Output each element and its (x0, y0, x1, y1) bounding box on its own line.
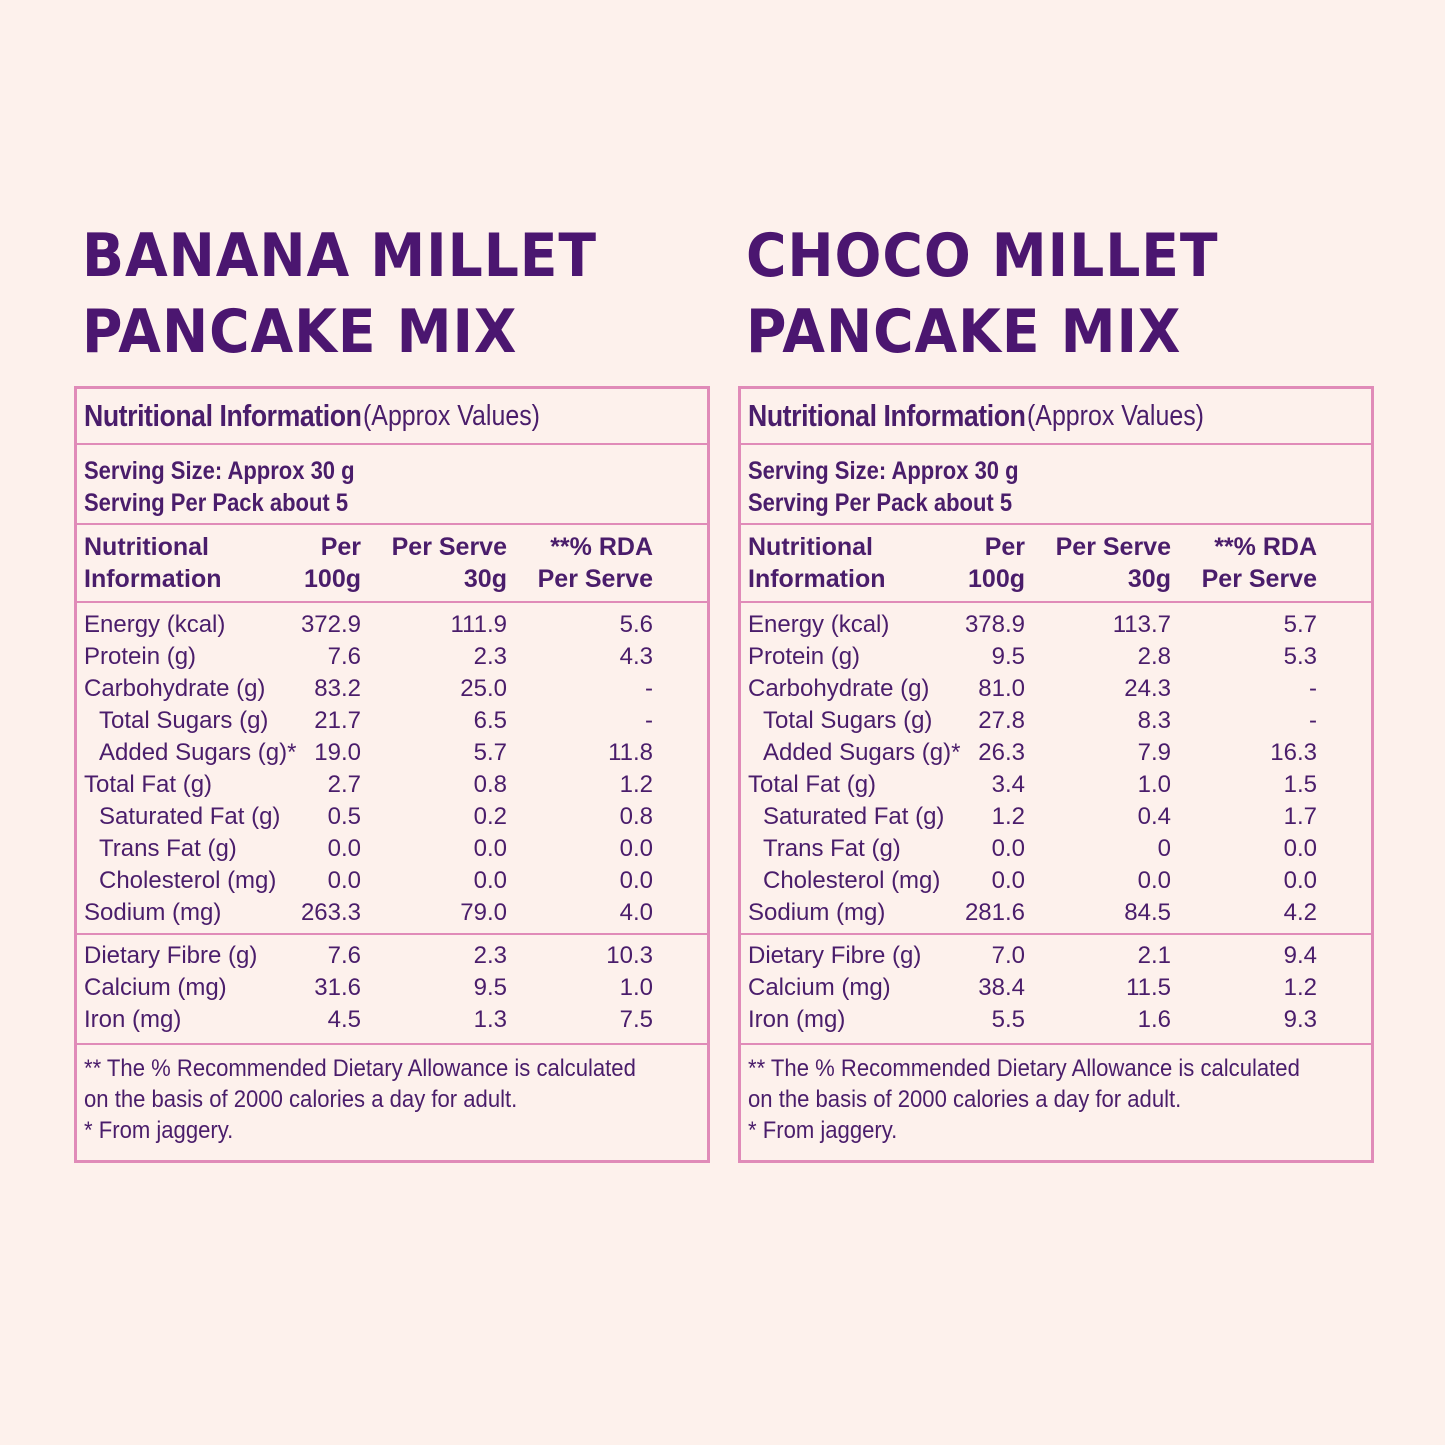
serving-per-pack: Serving Per Pack about 5 (84, 489, 349, 517)
table-row: Carbohydrate (g) 83.2 25.0 - (84, 675, 653, 702)
heading-light: (Approx Values) (362, 399, 540, 432)
title-line-1: BANANA MILLET (82, 221, 597, 291)
table-row: Dietary Fibre (g) 7.6 2.3 10.3 (84, 942, 653, 969)
col-header-nutrient: Nutritional Information (84, 533, 222, 593)
table-row: Cholesterol (mg) 0.0 0.0 0.0 (99, 867, 653, 894)
column-headers (77, 525, 707, 603)
table-row: Dietary Fibre (g) 7.0 2.1 9.4 (748, 942, 1317, 969)
panel-heading (741, 389, 1371, 445)
serving-info (77, 445, 707, 525)
title-line-2: PANCAKE MIX (746, 297, 1182, 367)
table-row: Sodium (mg) 281.6 84.5 4.2 (748, 899, 1317, 926)
table-row: Sodium (mg) 263.3 79.0 4.0 (84, 899, 653, 926)
table-row: Added Sugars (g)* 19.0 5.7 11.8 (99, 739, 653, 766)
column-headers (741, 525, 1371, 603)
col-header-per100: Per 100g (304, 533, 361, 593)
serving-size: Serving Size: Approx 30 g (748, 457, 1019, 485)
col-header-per100: Per 100g (968, 533, 1025, 593)
nutrient-table-secondary (77, 935, 707, 1045)
table-row: Calcium (mg) 38.4 11.5 1.2 (748, 974, 1317, 1001)
col-header-per-serve: Per Serve 30g (1055, 533, 1171, 593)
product-title (746, 218, 1219, 370)
col-header-nutrient: Nutritional Information (748, 533, 886, 593)
heading-bold: Nutritional Information (748, 398, 1026, 433)
table-row: Total Sugars (g) 21.7 6.5 - (99, 707, 653, 734)
product-title (82, 218, 597, 370)
footnote-jaggery: * From jaggery. (748, 1117, 898, 1144)
table-row: Added Sugars (g)* 26.3 7.9 16.3 (763, 739, 1317, 766)
col-header-rda: **% RDA Per Serve (1201, 533, 1317, 593)
table-row: Total Sugars (g) 27.8 8.3 - (763, 707, 1317, 734)
table-row: Energy (kcal) 378.9 113.7 5.7 (748, 611, 1317, 638)
footnotes (741, 1045, 1371, 1146)
footnote-basis: on the basis of 2000 calories a day for adult. (748, 1086, 1182, 1113)
table-row: Saturated Fat (g) 0.5 0.2 0.8 (99, 803, 653, 830)
heading-light: (Approx Values) (1026, 399, 1204, 432)
table-row: Carbohydrate (g) 81.0 24.3 - (748, 675, 1317, 702)
footnote-rda: ** The % Recommended Dietary Allowance is calculated (748, 1055, 1300, 1082)
nutrient-table-main (77, 603, 707, 935)
table-row: Trans Fat (g) 0.0 0 0.0 (763, 835, 1317, 862)
table-row: Saturated Fat (g) 1.2 0.4 1.7 (763, 803, 1317, 830)
panel-heading (77, 389, 707, 445)
nutrient-table-main (741, 603, 1371, 935)
title-line-1: CHOCO MILLET (746, 221, 1219, 291)
footnotes (77, 1045, 707, 1146)
serving-size: Serving Size: Approx 30 g (84, 457, 355, 485)
nutrient-table-secondary (741, 935, 1371, 1045)
col-header-per-serve: Per Serve 30g (391, 533, 507, 593)
table-row: Protein (g) 7.6 2.3 4.3 (84, 643, 653, 670)
footnote-jaggery: * From jaggery. (84, 1117, 234, 1144)
serving-info (741, 445, 1371, 525)
table-row: Iron (mg) 5.5 1.6 9.3 (748, 1006, 1317, 1033)
footnote-basis: on the basis of 2000 calories a day for adult. (84, 1086, 518, 1113)
col-header-rda: **% RDA Per Serve (537, 533, 653, 593)
table-row: Protein (g) 9.5 2.8 5.3 (748, 643, 1317, 670)
serving-per-pack: Serving Per Pack about 5 (748, 489, 1013, 517)
nutrition-panel (738, 386, 1374, 1163)
table-row: Calcium (mg) 31.6 9.5 1.0 (84, 974, 653, 1001)
table-row: Energy (kcal) 372.9 111.9 5.6 (84, 611, 653, 638)
table-row: Cholesterol (mg) 0.0 0.0 0.0 (763, 867, 1317, 894)
table-row: Total Fat (g) 2.7 0.8 1.2 (84, 771, 653, 798)
table-row: Iron (mg) 4.5 1.3 7.5 (84, 1006, 653, 1033)
title-line-2: PANCAKE MIX (82, 297, 518, 367)
footnote-rda: ** The % Recommended Dietary Allowance is calculated (84, 1055, 636, 1082)
table-row: Trans Fat (g) 0.0 0.0 0.0 (99, 835, 653, 862)
nutrition-panel (74, 386, 710, 1163)
heading-bold: Nutritional Information (84, 398, 362, 433)
table-row: Total Fat (g) 3.4 1.0 1.5 (748, 771, 1317, 798)
